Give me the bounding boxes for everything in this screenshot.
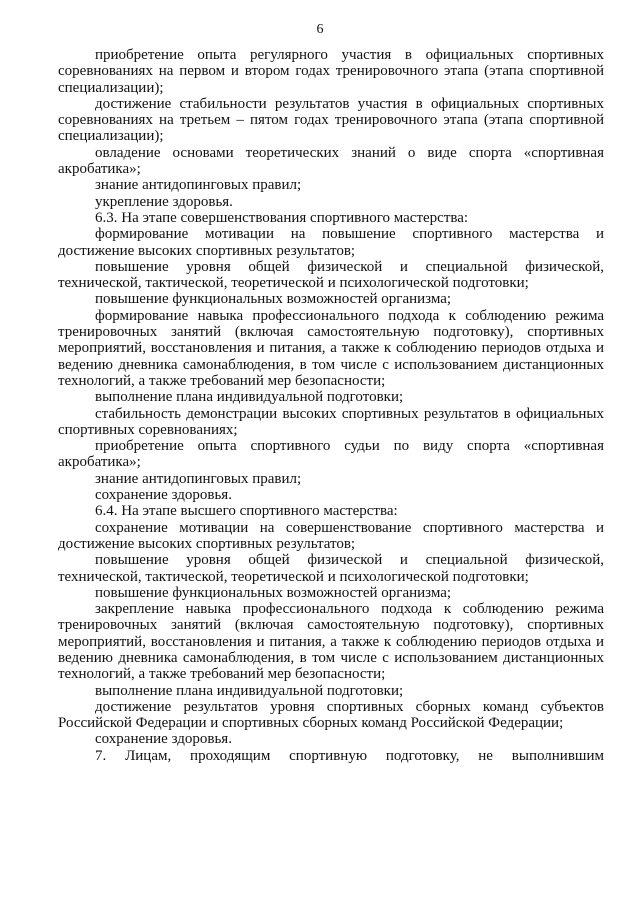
paragraph: сохранение здоровья. — [95, 731, 232, 748]
paragraph: формирование навыка профессионального подхода к соблюдению режима тренировочных занятий (включая самостоятельную подготовку), спортивных мероприятий, восстановления и питания, а также к соблюдению периодов отдыха и ведению дневника самонаблюдения, в том числе с использованием дистанционных технологий, а также требований мер безопасности; — [58, 307, 604, 389]
paragraph: знание антидопинговых правил; — [95, 177, 302, 194]
paragraph: приобретение опыта регулярного участия в официальных спортивных соревнованиях на первом и втором годах тренировочного этапа (этапа спортивной специализации); — [58, 47, 604, 96]
paragraph: достижение стабильности результатов участия в официальных спортивных соревнованиях на третьем – пятом годах тренировочного этапа (этапа спортивной специализации); — [58, 95, 604, 145]
paragraph: закрепление навыка профессионального подхода к соблюдению режима тренировочных занятий (включая самостоятельную подготовку), спортивных мероприятий, восстановления и питания, а также к соблюдению периодов отдыха и ведению дневника самонаблюдения, в том числе с использованием дистанционных технологий, а также требований мер безопасности; — [58, 601, 604, 683]
paragraph: выполнение плана индивидуальной подготовки; — [95, 389, 404, 406]
paragraph: повышение функциональных возможностей организма; — [95, 584, 452, 601]
paragraph: овладение основами теоретических знаний о виде спорта «спортивная акробатика»; — [58, 144, 604, 178]
paragraph: достижение результатов уровня спортивных сборных команд субъектов Российской Федерации и спортивных сборных команд Российской Федерации; — [58, 698, 604, 732]
paragraph: повышение уровня общей физической и специальной физической, технической, тактической, теоретической и психологической подготовки; — [58, 258, 604, 292]
paragraph: сохранение мотивации на совершенствование спортивного мастерства и достижение высоких спортивных результатов; — [58, 519, 604, 552]
paragraph: формирование мотивации на повышение спортивного мастерства и достижение высоких спортивных результатов; — [58, 226, 604, 259]
paragraph: 7. Лицам, проходящим спортивную подготовку, не выполнившим — [95, 747, 604, 764]
paragraph: повышение уровня общей физической и специальной физической, технической, тактической, теоретической и психологической подготовки; — [58, 552, 604, 585]
paragraph: укрепление здоровья. — [95, 193, 233, 210]
paragraph: знание антидопинговых правил; — [95, 470, 302, 487]
paragraph: приобретение опыта спортивного судьи по виду спорта «спортивная акробатика»; — [58, 438, 604, 471]
paragraph: стабильность демонстрации высоких спортивных результатов в официальных спортивных соревнованиях; — [58, 405, 604, 438]
paragraph: повышение функциональных возможностей организма; — [95, 291, 452, 308]
section-heading: 6.4. На этапе высшего спортивного мастерства: — [95, 503, 398, 520]
section-heading: 6.3. На этапе совершенствования спортивного мастерства: — [95, 209, 469, 226]
paragraph: выполнение плана индивидуальной подготовки; — [95, 682, 404, 699]
paragraph: сохранение здоровья. — [95, 487, 232, 504]
page-number: 6 — [316, 22, 324, 37]
document-body — [58, 47, 604, 764]
